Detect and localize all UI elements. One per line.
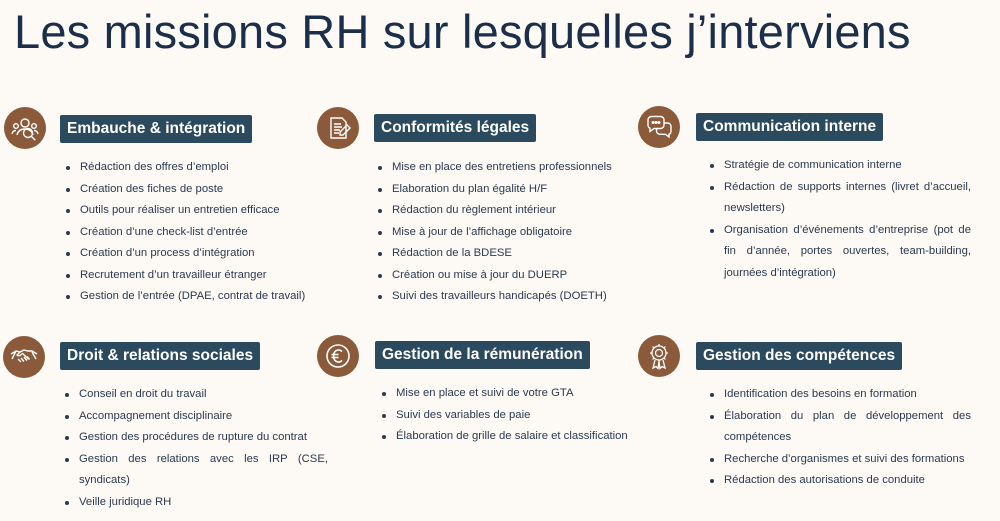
list-item: Rédaction des offres d’emploi [65, 157, 315, 179]
list-item: Outils pour réaliser un entretien efficace [65, 200, 315, 222]
page-title: Les missions RH sur lesquelles j’interviens [14, 5, 911, 58]
section-heading-remuneration: Gestion de la rémunération [375, 341, 590, 369]
list-item: Rédaction de la BDESE [377, 243, 637, 265]
list-item: Organisation d’événements d’entreprise (pot de fin d’année, portes ouvertes, team-building, journées d’intégration) [709, 220, 971, 285]
list-item: Stratégie de communication interne [709, 155, 971, 177]
euro-coin-icon [317, 335, 359, 377]
list-item: Élaboration du plan de développement des compétences [709, 406, 971, 449]
list-item: Rédaction des autorisations de conduite [709, 470, 971, 492]
list-item: Mise à jour de l’affichage obligatoire [377, 222, 637, 244]
section-heading-embauche: Embauche & intégration [60, 115, 252, 143]
section-list-embauche [65, 157, 315, 308]
section-heading-competences: Gestion des compétences [696, 342, 902, 370]
list-item: Identification des besoins en formation [709, 384, 971, 406]
section-list-competences [709, 384, 971, 492]
section-list-communication [709, 155, 971, 284]
document-pen-icon [317, 107, 359, 149]
handshake-icon [3, 336, 45, 378]
list-item: Recrutement d’un travailleur étranger [65, 265, 315, 287]
list-item: Mise en place et suivi de votre GTA [381, 383, 633, 405]
list-item: Création ou mise à jour du DUERP [377, 265, 637, 287]
list-item: Rédaction du règlement intérieur [377, 200, 637, 222]
list-item: Veille juridique RH [64, 492, 328, 514]
list-item: Création des fiches de poste [65, 179, 315, 201]
section-heading-conformites: Conformités légales [374, 114, 536, 142]
list-item: Création d’une check-list d’entrée [65, 222, 315, 244]
chat-bubbles-icon [638, 106, 680, 148]
list-item: Gestion de l’entrée (DPAE, contrat de travail) [65, 286, 315, 308]
list-item: Élaboration de grille de salaire et classification [381, 426, 633, 448]
gear-award-icon [638, 335, 680, 377]
list-item: Rédaction de supports internes (livret d’accueil, newsletters) [709, 177, 971, 220]
list-item: Gestion des relations avec les IRP (CSE, syndicats) [64, 449, 328, 492]
section-list-conformites [377, 157, 637, 308]
list-item: Conseil en droit du travail [64, 384, 328, 406]
list-item: Mise en place des entretiens professionnels [377, 157, 637, 179]
section-heading-communication: Communication interne [696, 113, 883, 141]
list-item: Elaboration du plan égalité H/F [377, 179, 637, 201]
recruitment-icon [4, 107, 46, 149]
list-item: Suivi des travailleurs handicapés (DOETH) [377, 286, 637, 308]
list-item: Accompagnement disciplinaire [64, 406, 328, 428]
section-list-droit [64, 384, 328, 513]
list-item: Création d’un process d’intégration [65, 243, 315, 265]
section-list-remuneration [381, 383, 633, 448]
list-item: Recherche d’organismes et suivi des formations [709, 449, 971, 471]
list-item: Gestion des procédures de rupture du contrat [64, 427, 328, 449]
list-item: Suivi des variables de paie [381, 405, 633, 427]
section-heading-droit: Droit & relations sociales [60, 342, 260, 370]
